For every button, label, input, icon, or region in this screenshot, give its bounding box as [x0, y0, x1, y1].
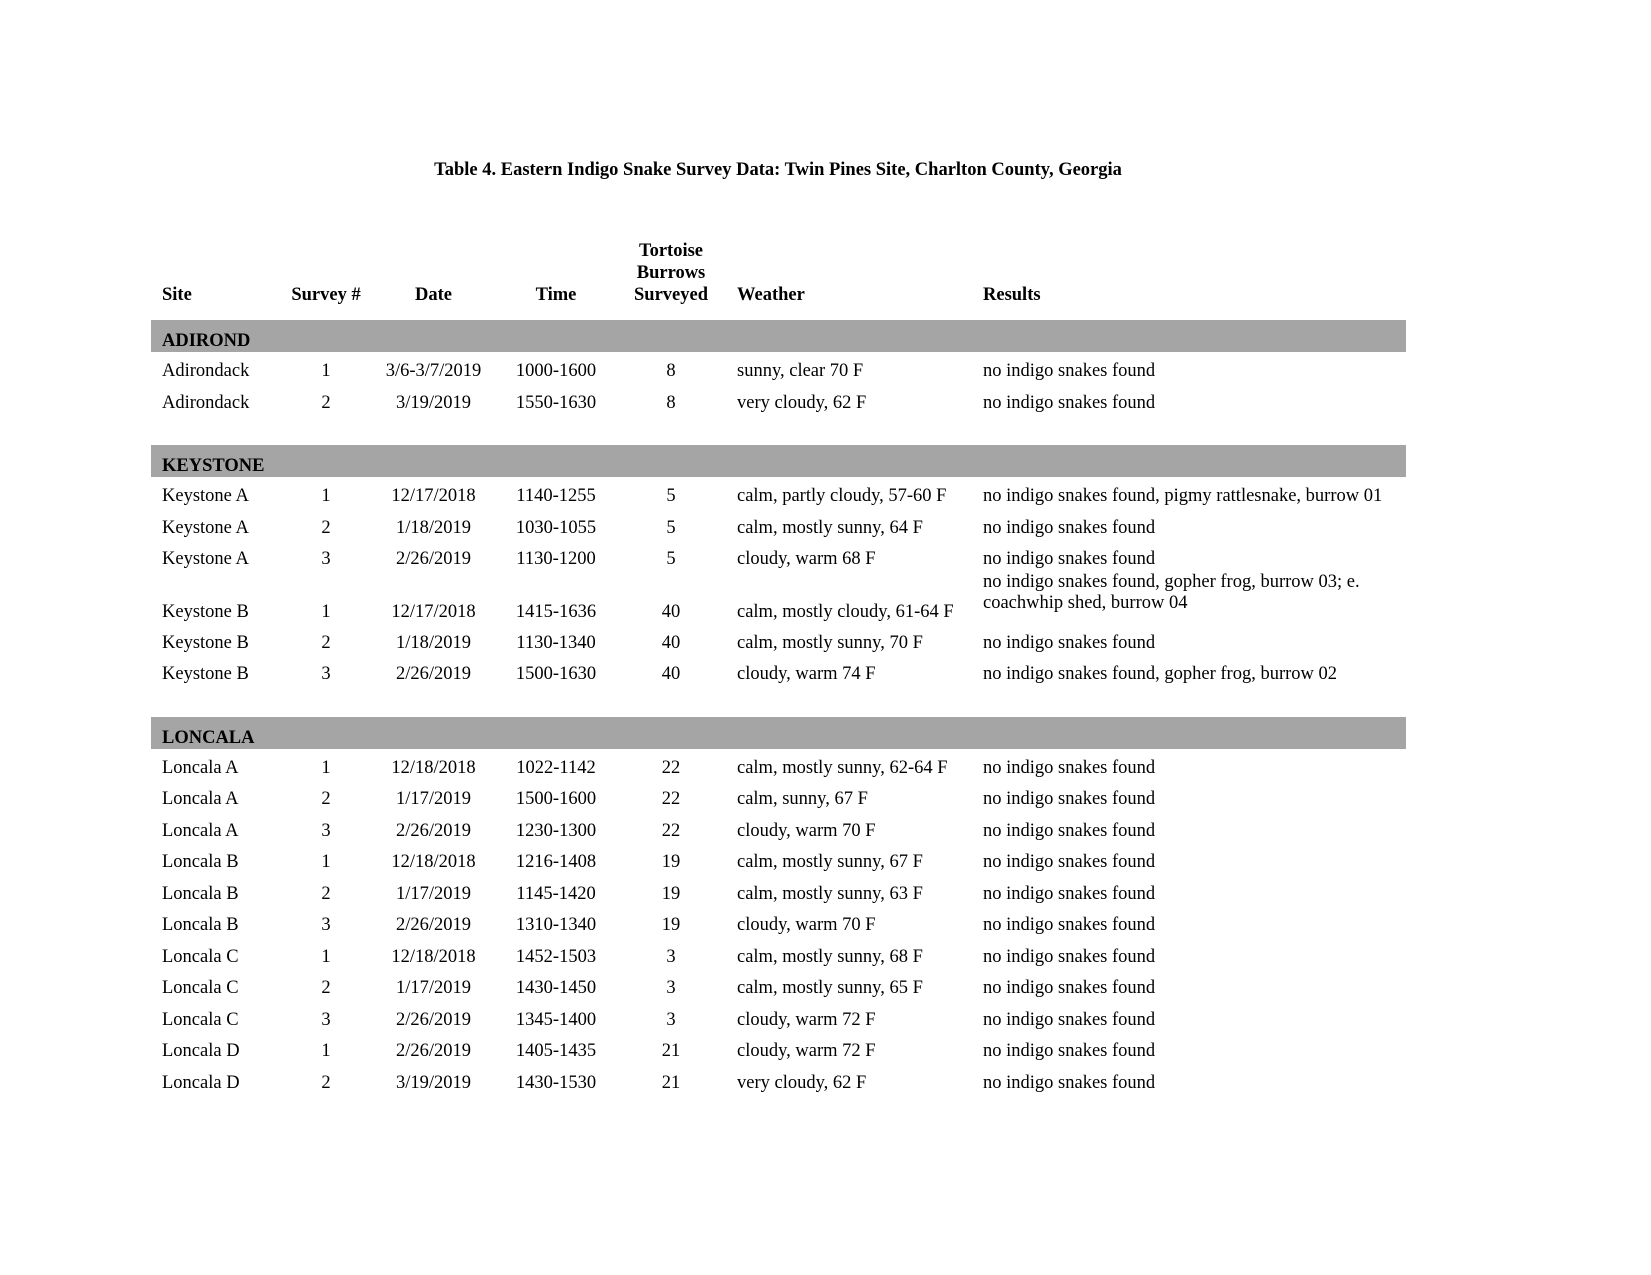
cell-time: 1000-1600 — [515, 361, 597, 381]
cell-burrows: 22 — [661, 757, 681, 778]
cell-site: Loncala A — [162, 757, 239, 778]
cell-date: 1/17/2019 — [395, 978, 472, 998]
cell-results: no indigo snakes found — [983, 946, 1156, 967]
cell-site: Loncala D — [162, 1041, 240, 1061]
cell-time: 1415-1636 — [515, 601, 597, 622]
cell-weather: very cloudy, 62 F — [737, 392, 867, 413]
cell-weather: cloudy, warm 74 F — [737, 664, 876, 684]
cell-survey: 3 — [321, 820, 331, 841]
cell-results: no indigo snakes found — [983, 361, 1156, 381]
cell-site: Loncala C — [162, 946, 239, 967]
cell-weather: cloudy, warm 72 F — [737, 1041, 876, 1061]
cell-results: no indigo snakes found — [983, 852, 1156, 872]
cell-date: 12/17/2018 — [391, 601, 476, 622]
cell-weather: cloudy, warm 68 F — [737, 549, 876, 569]
cell-date: 2/26/2019 — [395, 549, 472, 569]
table-row — [151, 572, 1406, 624]
cell-survey: 3 — [321, 664, 331, 684]
table-body — [151, 320, 1406, 1095]
cell-burrows: 8 — [666, 392, 676, 413]
cell-weather: very cloudy, 62 F — [737, 1072, 867, 1093]
header-weather: Weather — [737, 285, 805, 305]
cell-results: no indigo snakes found — [983, 915, 1156, 935]
table-row — [151, 938, 1406, 970]
cell-results: no indigo snakes found — [983, 632, 1156, 653]
cell-time: 1130-1340 — [516, 632, 596, 653]
cell-weather: sunny, clear 70 F — [737, 361, 864, 381]
cell-survey: 1 — [321, 757, 331, 778]
table-row — [151, 352, 1406, 384]
cell-site: Loncala B — [162, 852, 239, 872]
cell-date: 3/19/2019 — [395, 1072, 472, 1093]
cell-time: 1452-1503 — [515, 946, 597, 967]
cell-burrows: 3 — [666, 1009, 676, 1030]
cell-survey: 2 — [321, 883, 331, 904]
cell-site: Loncala C — [162, 1009, 239, 1030]
cell-burrows: 22 — [661, 789, 681, 809]
table-row — [151, 969, 1406, 1001]
cell-weather: calm, partly cloudy, 57-60 F — [737, 486, 947, 506]
table-row — [151, 1001, 1406, 1033]
cell-burrows: 21 — [661, 1072, 681, 1093]
cell-burrows: 19 — [661, 883, 681, 904]
table-row — [151, 477, 1406, 509]
cell-burrows: 40 — [661, 632, 681, 653]
table-row — [151, 540, 1406, 572]
cell-site: Keystone B — [162, 632, 249, 653]
cell-results: no indigo snakes found — [983, 789, 1156, 809]
cell-survey: 1 — [321, 361, 331, 381]
cell-time: 1216-1408 — [515, 852, 597, 872]
table-row — [151, 749, 1406, 781]
table-row — [151, 812, 1406, 844]
cell-survey: 2 — [321, 392, 331, 413]
cell-weather: calm, mostly sunny, 70 F — [737, 632, 923, 653]
header-burrows-line2: Burrows — [636, 263, 706, 283]
table-header — [151, 225, 1406, 320]
cell-weather: cloudy, warm 70 F — [737, 915, 876, 935]
cell-time: 1500-1600 — [515, 789, 597, 809]
table-row — [151, 1032, 1406, 1064]
cell-date: 3/6-3/7/2019 — [385, 361, 482, 381]
cell-site: Keystone B — [162, 664, 249, 684]
cell-weather: cloudy, warm 70 F — [737, 820, 876, 841]
table-row — [151, 906, 1406, 938]
cell-burrows: 8 — [666, 361, 676, 381]
cell-results: no indigo snakes found — [983, 517, 1156, 538]
cell-site: Loncala B — [162, 883, 239, 904]
table-row — [151, 1064, 1406, 1096]
cell-date: 12/18/2018 — [391, 852, 476, 872]
cell-site: Keystone A — [162, 486, 249, 506]
cell-time: 1310-1340 — [515, 915, 597, 935]
cell-weather: calm, mostly sunny, 67 F — [737, 852, 923, 872]
cell-time: 1500-1630 — [515, 664, 597, 684]
group-header — [151, 320, 1406, 352]
header-site: Site — [162, 285, 192, 305]
cell-burrows: 40 — [661, 601, 681, 622]
cell-time: 1130-1200 — [516, 549, 596, 569]
table-row — [151, 384, 1406, 416]
cell-date: 12/18/2018 — [391, 757, 476, 778]
cell-survey: 1 — [321, 946, 331, 967]
cell-results: no indigo snakes found — [983, 883, 1156, 904]
cell-burrows: 40 — [661, 664, 681, 684]
cell-results: no indigo snakes found — [983, 978, 1156, 998]
cell-time: 1430-1530 — [515, 1072, 597, 1093]
cell-site: Loncala A — [162, 820, 239, 841]
header-date: Date — [415, 285, 452, 305]
cell-time: 1022-1142 — [516, 757, 596, 778]
cell-burrows: 5 — [666, 549, 676, 569]
cell-results: no indigo snakes found, gopher frog, burrow 02 — [983, 664, 1338, 684]
cell-burrows: 5 — [666, 517, 676, 538]
cell-survey: 1 — [321, 486, 331, 506]
cell-survey: 2 — [321, 632, 331, 653]
group-name: LONCALA — [162, 727, 255, 748]
cell-date: 1/18/2019 — [395, 517, 472, 538]
cell-date: 2/26/2019 — [395, 664, 472, 684]
group-header — [151, 445, 1406, 477]
cell-weather: calm, mostly sunny, 64 F — [737, 517, 923, 538]
group-name: ADIROND — [162, 331, 251, 351]
cell-weather: calm, mostly cloudy, 61-64 F — [737, 601, 954, 622]
table-row — [151, 780, 1406, 812]
header-burrows-line3: Surveyed — [634, 285, 708, 305]
cell-date: 2/26/2019 — [395, 1041, 472, 1061]
cell-date: 1/18/2019 — [395, 632, 472, 653]
cell-date: 2/26/2019 — [395, 915, 472, 935]
table-row — [151, 624, 1406, 656]
cell-date: 12/17/2018 — [391, 486, 476, 506]
cell-burrows: 19 — [661, 915, 681, 935]
cell-site: Loncala D — [162, 1072, 240, 1093]
cell-survey: 2 — [321, 517, 331, 538]
cell-time: 1230-1300 — [515, 820, 597, 841]
cell-weather: calm, sunny, 67 F — [737, 789, 868, 809]
cell-site: Loncala C — [162, 978, 239, 998]
cell-burrows: 5 — [666, 486, 676, 506]
cell-survey: 2 — [321, 978, 331, 998]
group-header — [151, 717, 1406, 749]
cell-results: no indigo snakes found — [983, 549, 1156, 569]
cell-time: 1030-1055 — [515, 517, 597, 538]
cell-site: Adirondack — [162, 361, 250, 381]
cell-survey: 2 — [321, 1072, 331, 1093]
table-title: Table 4. Eastern Indigo Snake Survey Data: Twin Pines Site, Charlton County, Georgia — [434, 160, 1122, 180]
cell-survey: 3 — [321, 549, 331, 569]
cell-weather: calm, mostly sunny, 68 F — [737, 946, 923, 967]
cell-results: no indigo snakes found — [983, 392, 1156, 413]
cell-date: 3/19/2019 — [395, 392, 472, 413]
cell-weather: cloudy, warm 72 F — [737, 1009, 876, 1030]
cell-site: Adirondack — [162, 392, 250, 413]
cell-date: 2/26/2019 — [395, 1009, 472, 1030]
cell-survey: 2 — [321, 789, 331, 809]
cell-site: Loncala B — [162, 915, 239, 935]
cell-results: no indigo snakes found — [983, 1009, 1156, 1030]
header-burrows — [621, 240, 721, 306]
cell-burrows: 19 — [661, 852, 681, 872]
cell-time: 1345-1400 — [515, 1009, 597, 1030]
cell-site: Keystone A — [162, 549, 249, 569]
cell-site: Keystone B — [162, 601, 249, 622]
header-time: Time — [535, 285, 577, 305]
cell-time: 1550-1630 — [515, 392, 597, 413]
cell-date: 2/26/2019 — [395, 820, 472, 841]
cell-results: no indigo snakes found — [983, 757, 1156, 778]
cell-date: 12/18/2018 — [391, 946, 476, 967]
cell-survey: 3 — [321, 1009, 331, 1030]
cell-results: no indigo snakes found, gopher frog, burrow 03; e. coachwhip shed, burrow 04 — [983, 571, 1360, 613]
cell-results: no indigo snakes found — [983, 1072, 1156, 1093]
cell-survey: 1 — [321, 601, 331, 622]
header-burrows-line1: Tortoise — [638, 241, 704, 261]
table-row — [151, 843, 1406, 875]
cell-time: 1140-1255 — [516, 486, 596, 506]
cell-burrows: 21 — [661, 1041, 681, 1061]
header-survey: Survey # — [291, 285, 361, 305]
cell-weather: calm, mostly sunny, 63 F — [737, 883, 923, 904]
cell-time: 1145-1420 — [516, 883, 596, 904]
group-name: KEYSTONE — [162, 456, 265, 476]
cell-results: no indigo snakes found, pigmy rattlesnake, burrow 01 — [983, 486, 1383, 506]
cell-burrows: 3 — [666, 946, 676, 967]
cell-date: 1/17/2019 — [395, 883, 472, 904]
cell-weather: calm, mostly sunny, 62-64 F — [737, 757, 948, 778]
cell-results: no indigo snakes found — [983, 820, 1156, 841]
cell-survey: 1 — [321, 852, 331, 872]
cell-site: Loncala A — [162, 789, 239, 809]
cell-weather: calm, mostly sunny, 65 F — [737, 978, 923, 998]
header-results: Results — [983, 285, 1041, 305]
table-row — [151, 509, 1406, 541]
cell-date: 1/17/2019 — [395, 789, 472, 809]
cell-burrows: 3 — [666, 978, 676, 998]
table-row — [151, 655, 1406, 687]
survey-table — [151, 225, 1406, 1095]
cell-time: 1430-1450 — [515, 978, 597, 998]
cell-survey: 1 — [321, 1041, 331, 1061]
cell-burrows: 22 — [661, 820, 681, 841]
cell-time: 1405-1435 — [515, 1041, 597, 1061]
cell-site: Keystone A — [162, 517, 249, 538]
cell-survey: 3 — [321, 915, 331, 935]
table-row — [151, 875, 1406, 907]
cell-results: no indigo snakes found — [983, 1041, 1156, 1061]
